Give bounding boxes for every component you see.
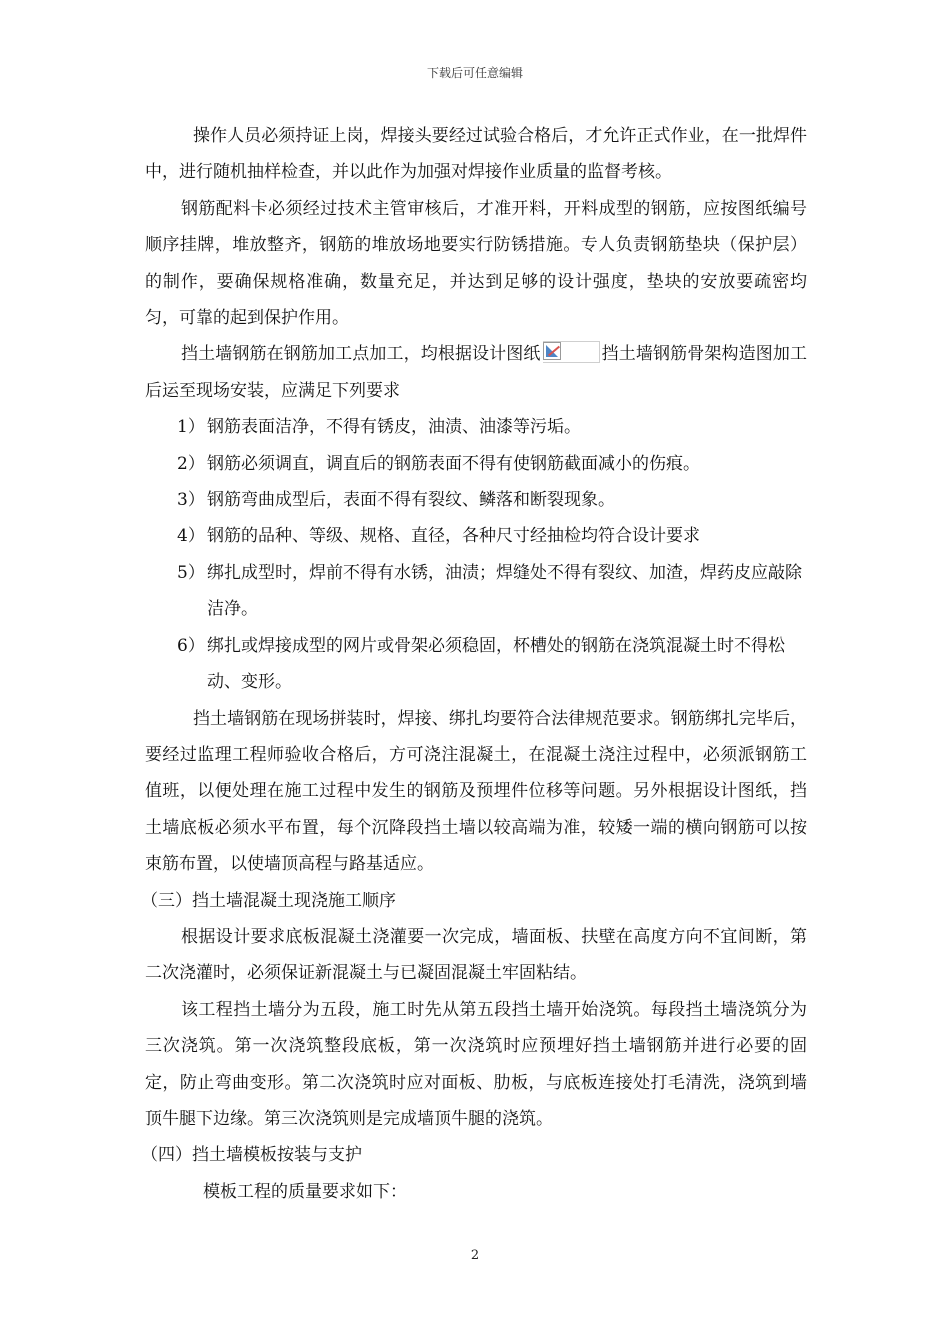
paragraph-welding-inspection: 操作人员必须持证上岗，焊接头要经过试验合格后，才允许正式作业，在一批焊件中，进行随机抽样检查，并以此作为加强对焊接作业质量的监督考核。 [145, 126, 807, 183]
paragraph-rebar-processing [145, 336, 807, 409]
paragraph-base-pour: 根据设计要求底板混凝土浇灌要一次完成，墙面板、扶壁在高度方向不宜间断，第二次浇灌时，必须保证新混凝土与已凝固混凝土牢固粘结。 [145, 926, 807, 984]
list-item-text: 绑扎成型时，焊前不得有水锈，油渍；焊缝处不得有裂纹、加渣，焊药皮应敲除洁净。 [207, 562, 802, 620]
list-item-text: 钢筋的品种、等级、规格、直径，各种尺寸经抽检均符合设计要求 [207, 526, 700, 547]
list-item [145, 628, 807, 701]
paragraph-rebar-processing-part1: 挡土墙钢筋在钢筋加工点加工，均根据设计图纸 [181, 344, 541, 365]
requirements-list [145, 409, 807, 700]
list-item-text: 钢筋必须调直，调直后的钢筋表面不得有使钢筋截面减小的伤痕。 [207, 453, 700, 474]
page-number: 2 [470, 1248, 480, 1263]
list-item-number: 1） [177, 417, 205, 438]
list-item [145, 409, 807, 445]
list-item-number: 2） [177, 453, 205, 474]
list-item [145, 446, 807, 482]
section-heading-concrete-sequence: （三）挡土墙混凝土现浇施工顺序 [141, 890, 396, 911]
list-item-text: 绑扎或焊接成型的网片或骨架必须稳固，杯槽处的钢筋在浇筑混凝土时不得松动、变形。 [207, 635, 785, 693]
document-body [141, 118, 808, 1210]
list-item [145, 482, 807, 518]
paragraph-pour-stages: 该工程挡土墙分为五段，施工时先从第五段挡土墙开始浇筑。每段挡土墙浇筑分为三次浇筑。第一次浇筑整段底板，第一次浇筑时应预埋好挡土墙钢筋并进行必要的固定，防止弯曲变形。第二次浇筑时应对面板、肋板，与底板连接处打毛清洗，浇筑到墙顶牛腿下边缘。第三次浇筑则是完成墙顶牛腿的浇筑。 [145, 999, 807, 1129]
list-item [145, 518, 807, 554]
list-item-text: 钢筋表面洁净，不得有锈皮，油渍、油漆等污垢。 [207, 417, 581, 438]
paragraph-rebar-cutting: 钢筋配料卡必须经过技术主管审核后，才准开料，开料成型的钢筋，应按图纸编号顺序挂牌，堆放整齐，钢筋的堆放场地要实行防锈措施。专人负责钢筋垫块（保护层）的制作，要确保规格准确，数量充足，并达到足够的设计强度，垫块的安放要疏密均匀，可靠的起到保护作用。 [145, 198, 807, 329]
paragraph-formwork-requirements: 模板工程的质量要求如下： [203, 1181, 407, 1202]
list-item [145, 555, 807, 628]
broken-image-icon [543, 341, 600, 363]
section-heading-formwork: （四）挡土墙模板按装与支护 [141, 1145, 362, 1166]
page-header: 下载后可任意编辑 [426, 66, 523, 80]
paragraph-site-assembly: 挡土墙钢筋在现场拼装时，焊接、绑扎均要符合法律规范要求。钢筋绑扎完毕后，要经过监理工程师验收合格后，方可浇注混凝土，在混凝土浇注过程中，必须派钢筋工值班，以便处理在施工过程中发生的钢筋及预埋件位移等问题。另外根据设计图纸，挡土墙底板必须水平布置，每个沉降段挡土墙以较高端为准，较矮一端的横向钢筋可以按束筋布置，以使墙顶高程与路基适应。 [145, 708, 807, 875]
list-item-number: 3） [177, 490, 205, 511]
paragraph-rebar-processing-part2: 挡土墙钢筋骨架构造图加工后运至现场安装，应满足下列要求 [145, 344, 808, 401]
list-item-number: 6） [177, 635, 205, 656]
list-item-number: 4） [177, 526, 205, 547]
list-item-text: 钢筋弯曲成型后，表面不得有裂纹、鳞落和断裂现象。 [207, 490, 615, 511]
list-item-number: 5） [177, 562, 205, 583]
